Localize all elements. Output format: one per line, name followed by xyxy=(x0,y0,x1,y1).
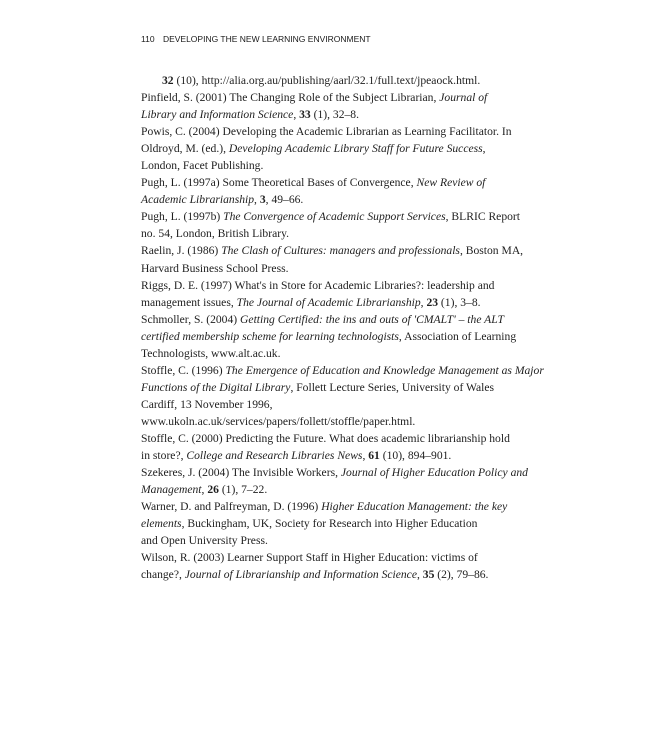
reference-line xyxy=(141,362,544,379)
reference-text: , xyxy=(201,483,208,497)
italic-title: Journal of Higher Education Policy and xyxy=(340,466,528,480)
reference-line xyxy=(141,242,524,259)
volume-number: 23 xyxy=(426,295,439,309)
italic-title: Journal of Librarianship and Information Science xyxy=(184,568,417,582)
volume-number: 33 xyxy=(299,108,311,122)
reference-text: in store?, xyxy=(141,449,187,463)
reference-line xyxy=(141,464,528,481)
running-head xyxy=(141,34,371,44)
reference-entry xyxy=(141,464,528,498)
italic-title: certified membership scheme for learning technologists xyxy=(141,329,399,343)
italic-title: The Journal of Academic Librarianship xyxy=(236,295,421,309)
reference-text: , Association of Learning xyxy=(398,329,517,343)
reference-text: Cardiff, 13 November 1996, xyxy=(141,397,273,411)
reference-text: Pinfield, S. (2001) The Changing Role of the Subject Librarian, xyxy=(141,91,440,105)
volume-number: 3 xyxy=(259,193,266,207)
reference-text: , Buckingham, UK, Society for Research into Higher Education xyxy=(181,517,478,531)
italic-title: Higher Education Management: the key xyxy=(321,500,508,514)
reference-entry xyxy=(141,123,511,174)
italic-title: Getting Certified: the ins and outs of 'CMALT' – the ALT xyxy=(240,312,504,326)
page-number: 110 xyxy=(141,34,155,44)
reference-text: , xyxy=(482,142,486,156)
reference-line xyxy=(141,277,511,294)
italic-title: Functions of the Digital Library xyxy=(141,380,291,394)
reference-text: , xyxy=(362,449,369,463)
reference-text: management issues, xyxy=(141,295,237,309)
reference-list xyxy=(141,72,544,583)
reference-text: Raelin, J. (1986) xyxy=(141,244,222,258)
reference-text: Warner, D. and Palfreyman, D. (1996) xyxy=(141,500,322,514)
reference-text: Stoffle, C. (2000) Predicting the Future. What does academic librarianship hold xyxy=(141,431,510,445)
reference-line xyxy=(141,498,511,515)
italic-title: Management xyxy=(141,483,202,497)
reference-entry xyxy=(141,89,511,123)
reference-text: , Boston MA, xyxy=(459,244,524,258)
italic-title: The Clash of Cultures: managers and professionals xyxy=(221,244,460,258)
italic-title: elements xyxy=(141,517,182,531)
reference-line xyxy=(141,396,511,413)
reference-text: Oldroyd, M. (ed.), xyxy=(141,142,229,156)
reference-text: no. 54, London, British Library. xyxy=(141,227,290,241)
italic-title: Developing Academic Library Staff for Future Success xyxy=(228,142,483,156)
volume-number: 26 xyxy=(207,483,219,497)
reference-text: , Follett Lecture Series, University of Wales xyxy=(290,380,495,394)
reference-line xyxy=(141,260,511,277)
reference-text: (1), 3–8. xyxy=(438,295,481,309)
reference-text: (10), 894–901. xyxy=(379,449,452,463)
reference-line xyxy=(141,549,511,566)
reference-entry xyxy=(141,498,511,549)
reference-line xyxy=(141,379,511,396)
reference-entry xyxy=(141,430,511,464)
reference-text: Pugh, L. (1997a) Some Theoretical Bases of Convergence, xyxy=(141,176,417,190)
italic-title: Journal of xyxy=(439,91,488,105)
reference-text: Pugh, L. (1997b) xyxy=(141,210,224,224)
reference-text: and Open University Press. xyxy=(141,534,268,548)
reference-entry xyxy=(141,549,511,583)
reference-entry-continued xyxy=(141,72,511,89)
reference-line xyxy=(141,191,511,208)
italic-title: The Convergence of Academic Support Services xyxy=(223,210,446,224)
reference-text: Wilson, R. (2003) Learner Support Staff in Higher Education: victims of xyxy=(141,551,478,565)
running-title: DEVELOPING THE NEW LEARNING ENVIRONMENT xyxy=(162,34,371,44)
reference-text: , xyxy=(420,295,427,309)
reference-text: Harvard Business School Press. xyxy=(141,261,289,275)
reference-text: Stoffle, C. (1996) xyxy=(141,363,226,377)
italic-title: The Emergence of Education and Knowledge Management as Major xyxy=(225,363,544,377)
reference-line xyxy=(141,413,511,430)
reference-line xyxy=(141,106,511,123)
reference-line xyxy=(141,345,511,362)
reference-line xyxy=(141,311,511,328)
italic-title: College and Research Libraries News xyxy=(186,449,363,463)
reference-line xyxy=(141,294,511,311)
reference-text: Szekeres, J. (2004) The Invisible Workers, xyxy=(141,466,341,480)
italic-title: Academic Librarianship xyxy=(141,193,255,207)
reference-entry xyxy=(141,174,511,208)
reference-text: (1), 32–8. xyxy=(310,108,360,122)
reference-text: Powis, C. (2004) Developing the Academic Librarian as Learning Facilitator. In xyxy=(141,125,512,139)
reference-line xyxy=(141,328,517,345)
reference-text: Schmoller, S. (2004) xyxy=(141,312,241,326)
reference-text: (10), http://alia.org.au/publishing/aarl/32.1/full.text/jpeaock.html. xyxy=(173,74,481,87)
reference-text: , xyxy=(293,108,300,122)
reference-text: London, Facet Publishing. xyxy=(141,159,264,173)
reference-text: (2), 79–86. xyxy=(434,568,489,582)
reference-line xyxy=(162,72,511,89)
reference-text: Riggs, D. E. (1997) What's in Store for Academic Libraries?: leadership and xyxy=(141,278,495,292)
reference-line xyxy=(141,157,511,174)
reference-entry xyxy=(141,362,544,430)
reference-line xyxy=(141,566,511,583)
volume-number: 61 xyxy=(368,449,380,463)
italic-title: New Review of xyxy=(416,176,486,190)
reference-entry xyxy=(141,242,524,276)
reference-line xyxy=(141,481,511,498)
reference-line xyxy=(141,515,511,532)
reference-line xyxy=(141,89,511,106)
reference-line xyxy=(141,174,511,191)
reference-line xyxy=(141,208,521,225)
reference-line xyxy=(141,225,511,242)
reference-text: Technologists, www.alt.ac.uk. xyxy=(141,346,281,360)
reference-line xyxy=(141,430,511,447)
italic-title: Library and Information Science xyxy=(141,108,294,122)
reference-text: , 49–66. xyxy=(265,193,304,207)
reference-text: change?, xyxy=(141,568,185,582)
reference-line xyxy=(141,140,511,157)
reference-text: , xyxy=(254,193,260,207)
reference-entry xyxy=(141,277,511,311)
reference-text: , xyxy=(416,568,423,582)
volume-number: 32 xyxy=(162,74,174,87)
reference-line xyxy=(141,447,511,464)
reference-entry xyxy=(141,208,521,242)
reference-line xyxy=(141,532,511,549)
reference-entry xyxy=(141,311,517,362)
reference-text: (1), 7–22. xyxy=(218,483,268,497)
reference-line xyxy=(141,123,512,140)
volume-number: 35 xyxy=(422,568,435,582)
reference-text: , BLRIC Report xyxy=(445,210,521,224)
reference-text: www.ukoln.ac.uk/services/papers/follett/stoffle/paper.html. xyxy=(141,414,416,428)
